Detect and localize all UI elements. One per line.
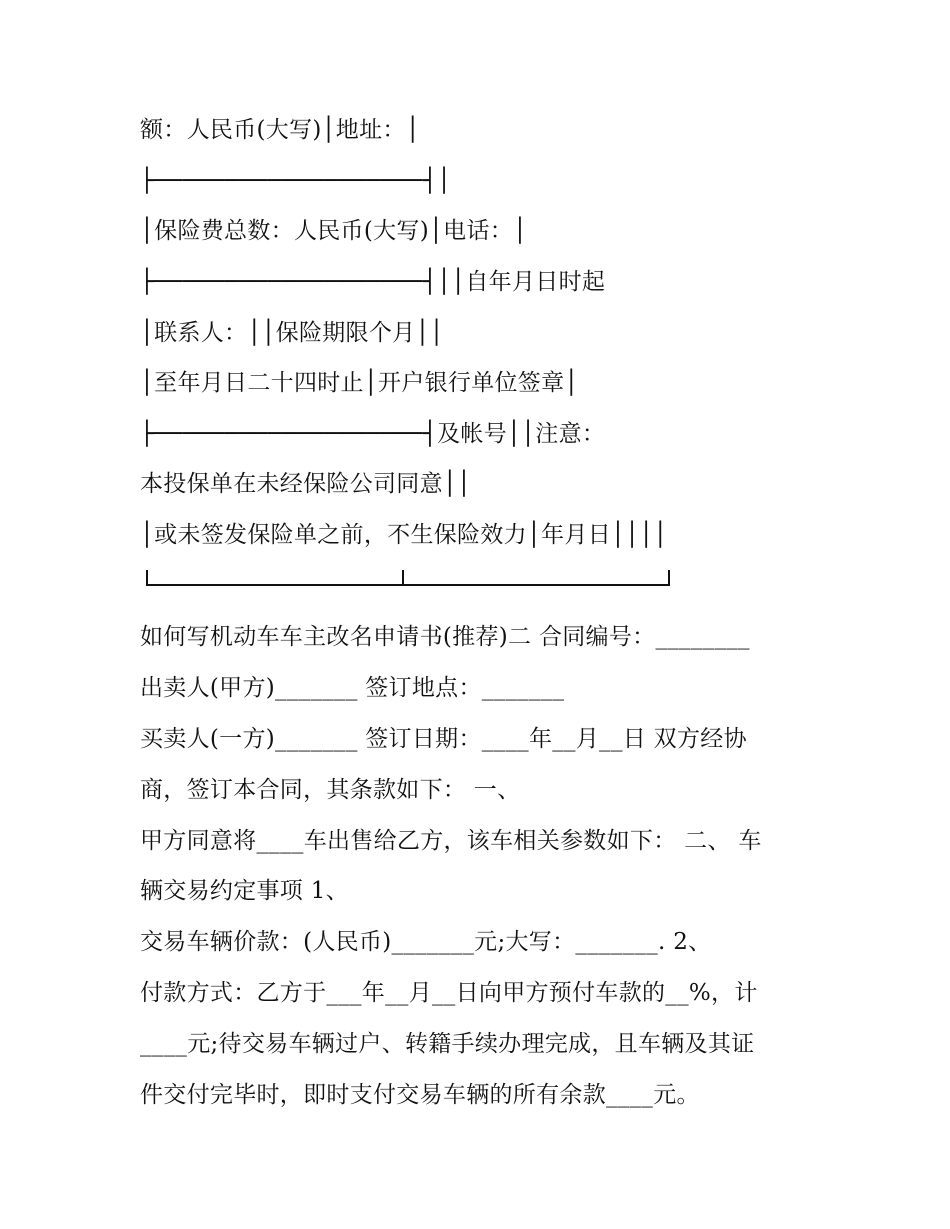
- table-line-4: ├───────────────────┤││自年月日时起: [140, 269, 606, 295]
- body-line-8: 付款方式：乙方于___年__月__日向甲方预付车款的__%，计: [140, 980, 758, 1006]
- table-line-3: │保险费总数：人民币(大写)│电话：│: [140, 218, 528, 244]
- table-line-9: │或未签发保险单之前，不生保险效力│年月日││││: [140, 522, 668, 548]
- table-line-5: │联系人：││保险期限个月││: [140, 320, 444, 346]
- table-bottom-border: [146, 570, 670, 586]
- body-line-6: 辆交易约定事项 1、: [140, 878, 349, 904]
- body-line-10: 件交付完毕时，即时支付交易车辆的所有余款____元。: [140, 1082, 700, 1108]
- body-line-4: 商，签订本合同，其条款如下： 一、: [140, 777, 521, 803]
- table-line-6: │至年月日二十四时止│开户银行单位签章│: [140, 370, 579, 396]
- body-line-2: 出卖人(甲方)_______ 签订地点：_______: [140, 675, 565, 701]
- body-line-1: 如何写机动车车主改名申请书(推荐)二 合同编号：________: [140, 624, 750, 650]
- table-line-8: 本投保单在未经保险公司同意││: [140, 471, 472, 497]
- table-line-1: 额：人民币(大写)│地址：│: [140, 117, 420, 143]
- body-line-3: 买卖人(一方)_______ 签订日期：____年__月__日 双方经协: [140, 726, 747, 752]
- table-line-7: ├───────────────────┤及帐号││注意：: [140, 421, 606, 447]
- body-line-5: 甲方同意将____车出售给乙方，该车相关参数如下： 二、 车: [140, 828, 762, 854]
- body-line-9: ____元;待交易车辆过户、转籍手续办理完成，且车辆及其证: [140, 1031, 755, 1057]
- table-bottom-divider: [402, 570, 404, 584]
- table-line-2: ├───────────────────┤│: [140, 168, 452, 194]
- body-line-7: 交易车辆价款：(人民币)_______元;大写：_______. 2、: [140, 929, 712, 955]
